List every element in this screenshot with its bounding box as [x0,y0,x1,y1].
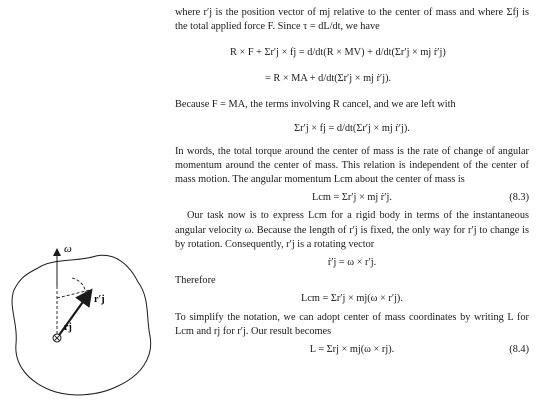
rj-prime-label: r′j [94,294,105,305]
equation-a-line-2: = R × MA + d/dt(Σr′j × mj ṙ′j). [265,73,392,85]
rj-arrow [57,292,90,338]
equation-8-4-text: L = Σrj × mj(ω × rj). [309,344,395,356]
equation-number-8-3: (8.3) [509,192,529,204]
equation-d-text: ṙ′j = ω × r′j. [327,257,377,269]
paragraph-3: In words, the total torque around the center of mass is the rate of change of angular momentum around the center of mass. This relation is independent of the center of mass motion. The angular momentum Lcm about the center of mass is [175,145,529,186]
paragraph-6: To simplify the notation, we can adopt center of mass coordinates by writing L for Lcm and rj for r′j. Our result becomes [175,311,529,337]
paragraph-2: Because F = MA, the terms involving R cancel, and we are left with [175,99,456,111]
rotation-arc [72,278,86,296]
equation-8-3 [175,191,529,205]
omega-label: ω [64,243,72,255]
rigid-body-figure [0,226,160,402]
rj-prime-dashed-line [57,290,90,298]
equation-a-line-1: R × F + Σr′j × fj = d/dt(R × MV) + d/dt(Σr′j × mj ṙ′j) [230,47,446,59]
equation-e [175,292,529,306]
equation-d [175,256,529,270]
rigid-body-diagram [0,226,160,402]
equation-8-3-text: Lcm = Σr′j × mj ṙ′j. [312,192,392,204]
body-outline [12,255,151,395]
paragraph-4: Our task now is to express Lcm for a rigid body in terms of the instantaneous angular velocity ω. Because the length of r′j is fixed, the only way for r′j to change is by rotation. Consequently, r′j is a rotating vector [175,210,529,250]
equation-b-text: Σr′j × fj = d/dt(Σr′j × mj ṙ′j). [294,122,410,134]
text-column [175,6,529,361]
equation-8-4 [175,343,529,357]
equation-number-8-4: (8.4) [509,344,529,356]
equation-block-a [230,40,529,92]
equation-e-text: Lcm = Σr′j × mj(ω × r′j). [301,293,403,305]
rj-label: rj [64,322,72,333]
paragraph-5: Therefore [175,275,216,287]
equation-b [175,117,529,141]
paragraph-1: where r′j is the position vector of mj relative to the center of mass and where Σfj is the total applied force F. Since τ = dL/dt, we have [175,7,529,33]
